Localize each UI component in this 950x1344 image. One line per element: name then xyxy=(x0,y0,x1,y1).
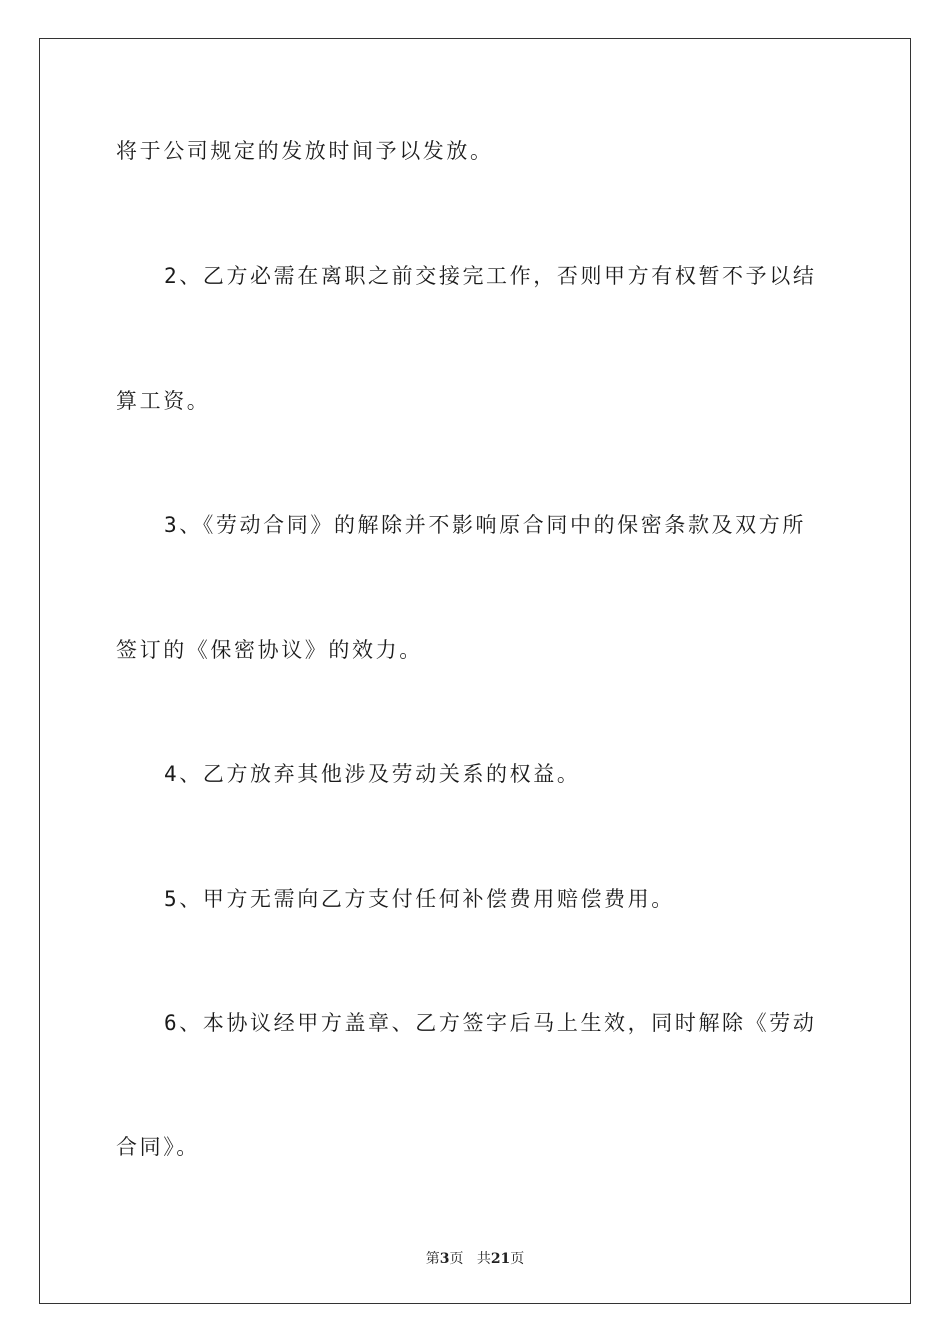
footer-page-current: 3 xyxy=(439,1251,450,1267)
paragraph-line-2: 2、乙方必需在离职之前交接完工作，否则甲方有权暂不予以结 xyxy=(164,264,817,288)
footer-page-total: 21 xyxy=(490,1251,511,1267)
paragraph-line-1: 将于公司规定的发放时间予以发放。 xyxy=(116,139,494,163)
paragraph-line-6: 4、乙方放弃其他涉及劳动关系的权益。 xyxy=(164,762,581,786)
paragraph-line-3: 算工资。 xyxy=(116,389,211,413)
paragraph-line-9: 合同》。 xyxy=(116,1135,200,1159)
footer-page-prefix: 第 xyxy=(425,1251,440,1267)
page-footer xyxy=(0,1248,950,1268)
paragraph-line-4: 3、《劳动合同》的解除并不影响原合同中的保密条款及双方所 xyxy=(164,513,806,537)
paragraph-line-5: 签订的《保密协议》的效力。 xyxy=(116,638,423,662)
paragraph-line-8: 6、本协议经甲方盖章、乙方签字后马上生效，同时解除《劳动 xyxy=(164,1011,817,1035)
paragraph-line-7: 5、甲方无需向乙方支付任何补偿费用赔偿费用。 xyxy=(164,887,675,911)
footer-total-suffix: 页 xyxy=(510,1251,525,1267)
footer-page-suffix: 页 xyxy=(449,1251,464,1267)
page-border xyxy=(39,38,911,1304)
footer-total-prefix: 共 xyxy=(476,1251,491,1267)
